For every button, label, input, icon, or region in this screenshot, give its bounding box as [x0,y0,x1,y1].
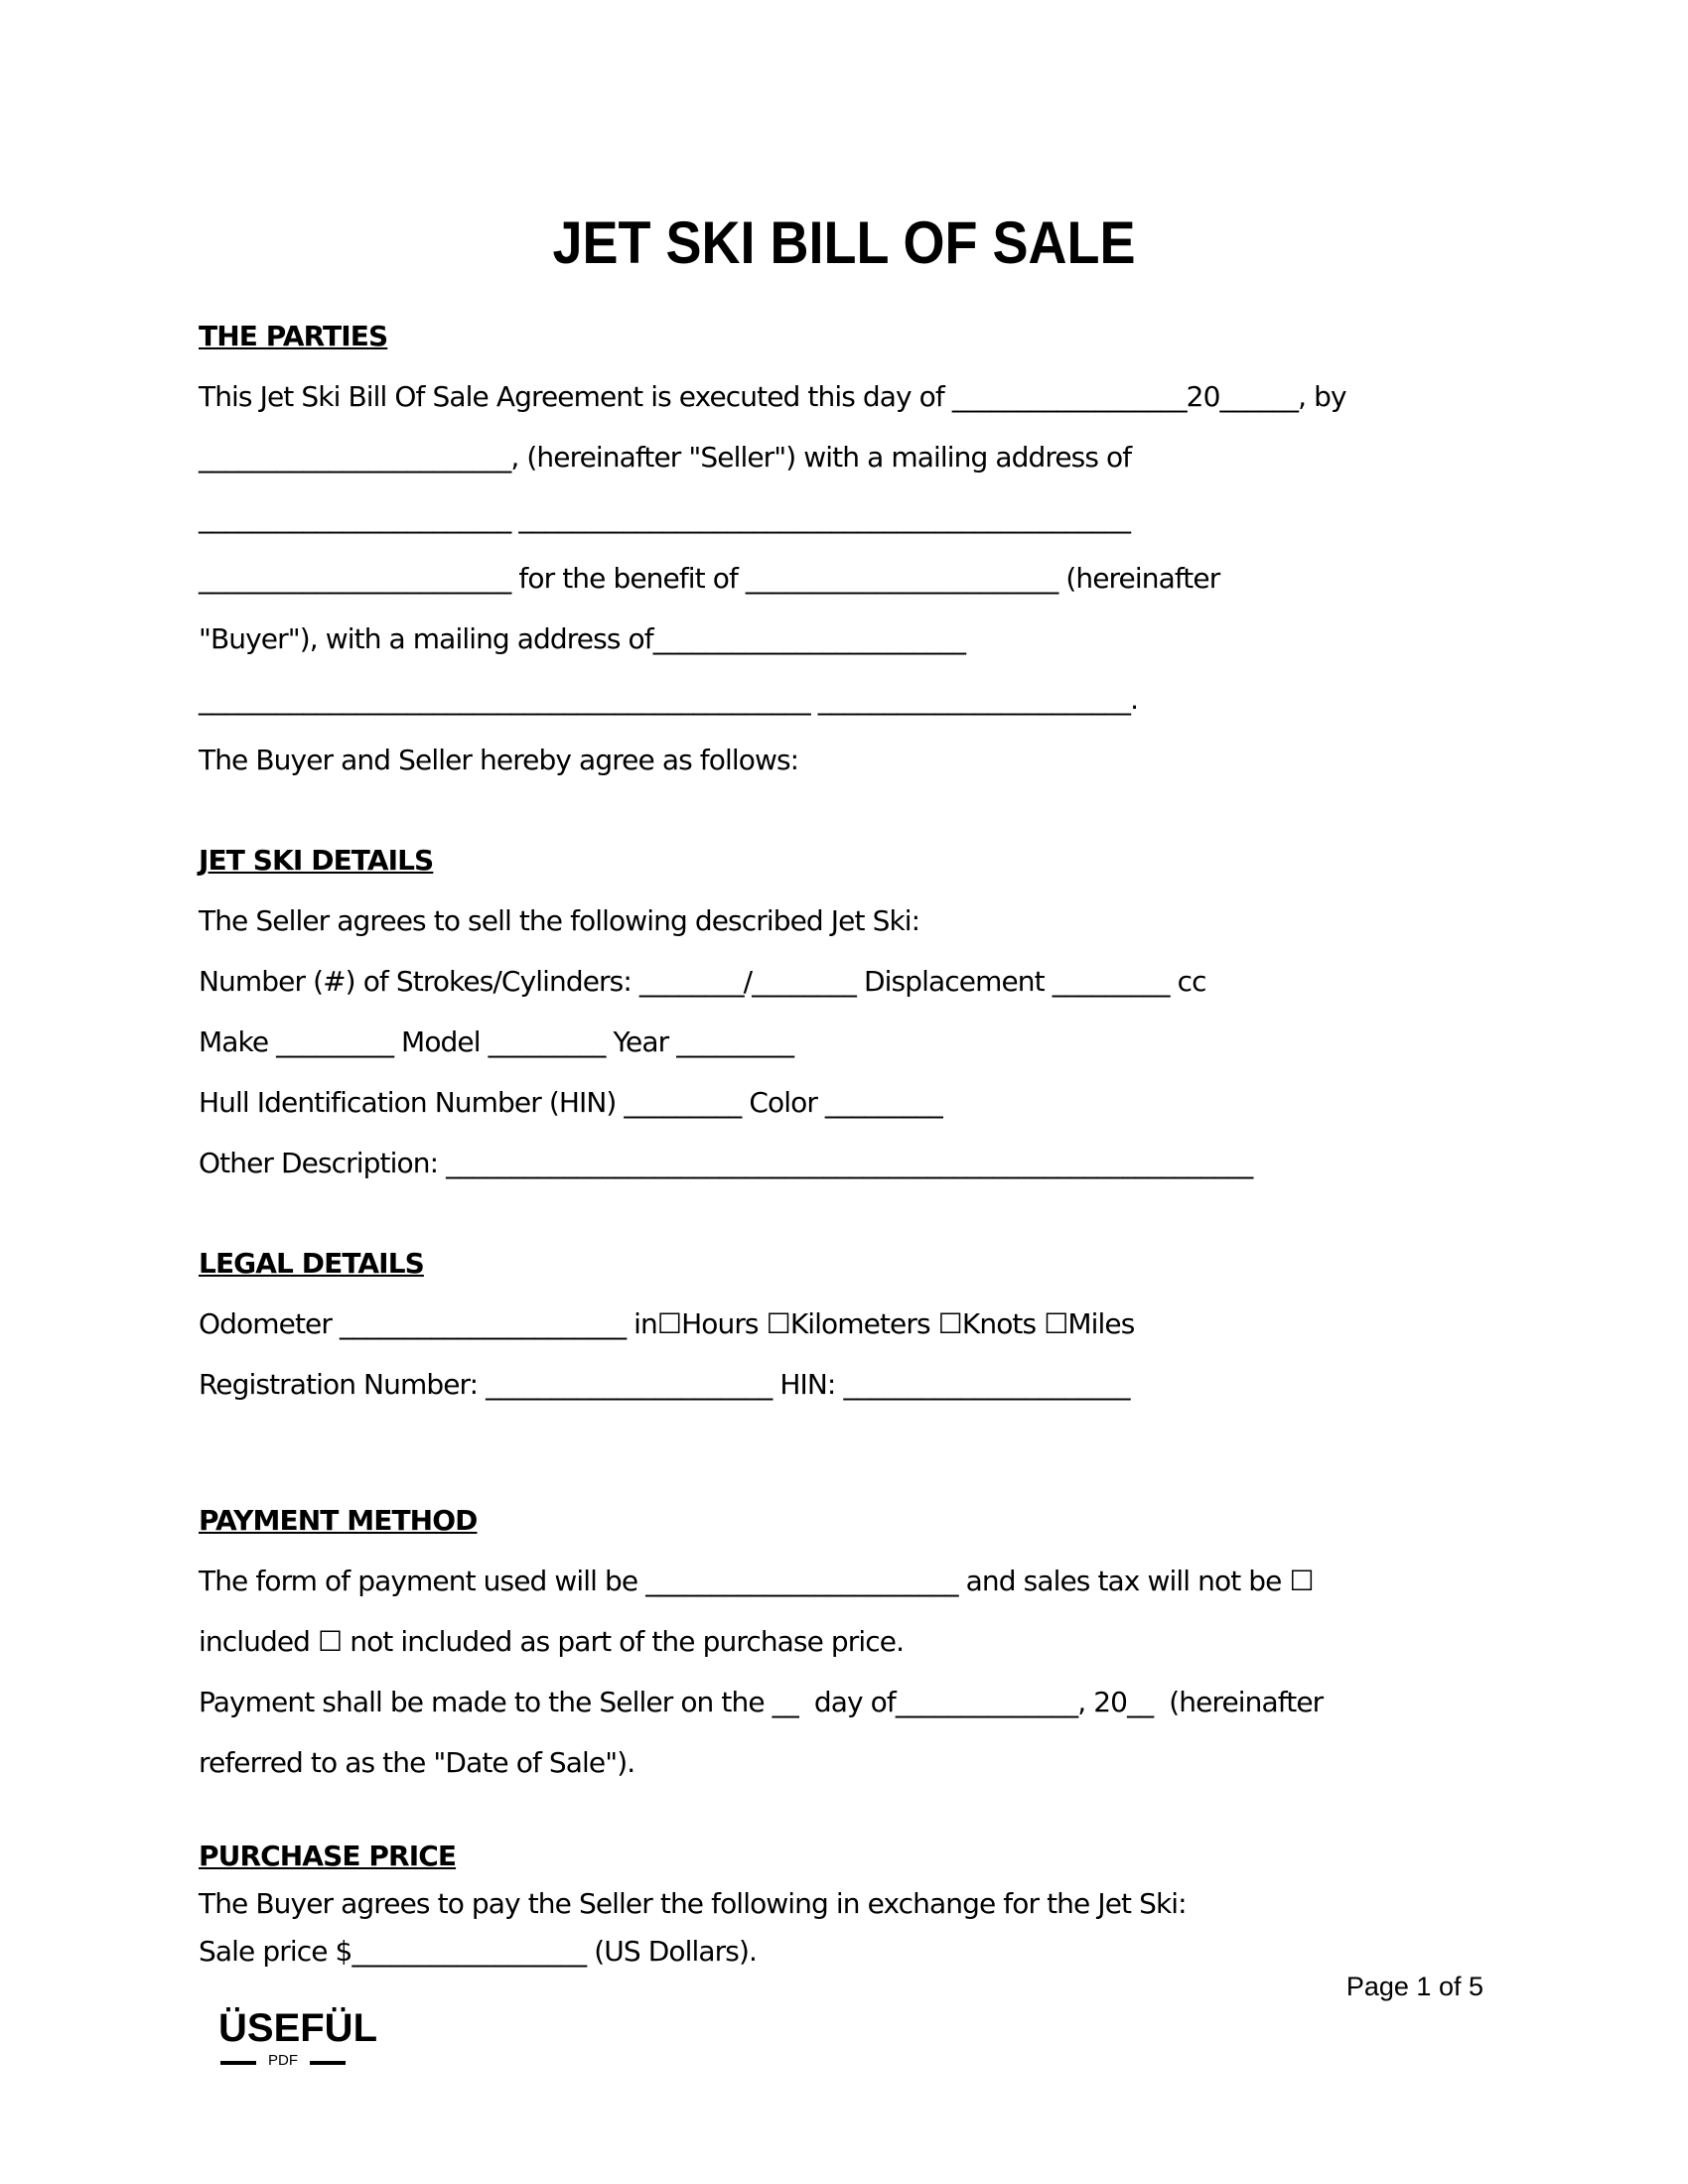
parties-line-4: ________________________ for the benefit of ________________________ (hereinafter [199,562,1220,595]
section-spacer [199,1793,1509,1833]
section-spacer [199,1415,1509,1454]
details-line-3: Make _________ Model _________ Year _________ [199,1025,794,1058]
parties-line-5: "Buyer"), with a mailing address of________________________ [199,622,966,655]
document-title: JET SKI BILL OF SALE [552,209,1136,276]
section-spacer [199,1454,1509,1490]
parties-line-7: The Buyer and Seller hereby agree as follows: [199,744,799,776]
details-line-4: Hull Identification Number (HIN) _________ Color _________ [199,1086,942,1119]
price-line-2: Sale price $__________________ (US Dollars). [199,1935,757,1968]
payment-line-2: included ☐ not included as part of the purchase price. [199,1625,905,1658]
payment-line-3: Payment shall be made to the Seller on the __ day of______________, 20__ (hereinafter [199,1686,1324,1718]
details-line-1: The Seller agrees to sell the following described Jet Ski: [199,904,920,937]
details-line-5: Other Description: ______________________________________________________________ [199,1147,1253,1179]
section-heading-purchase-price: PURCHASE PRICE [199,1840,457,1872]
payment-line-1: The form of payment used will be ________________________ and sales tax will not be ☐ [199,1565,1314,1597]
logo-subtext: PDF [268,2052,298,2069]
section-heading-jet-ski-details: JET SKI DETAILS [199,844,434,877]
logo-wordmark: ÜSEFÜL [218,2006,377,2050]
section-heading-parties: THE PARTIES [199,320,388,352]
price-line-1: The Buyer agrees to pay the Seller the following in exchange for the Jet Ski: [199,1887,1187,1920]
parties-line-1: This Jet Ski Bill Of Sale Agreement is executed this day of __________________20______, by [199,380,1346,413]
section-heading-legal-details: LEGAL DETAILS [199,1247,424,1280]
parties-line-3: ________________________ _______________________________________________ [199,501,1131,534]
details-line-2: Number (#) of Strokes/Cylinders: ________/________ Displacement _________ cc [199,965,1206,998]
section-heading-payment-method: PAYMENT METHOD [199,1504,478,1537]
parties-line-2: ________________________, (hereinafter "Seller") with a mailing address of [199,441,1132,474]
section-spacer [199,1193,1509,1233]
section-spacer [199,790,1509,830]
parties-line-6: _______________________________________________ ________________________. [199,683,1139,716]
legal-line-1: Odometer ______________________ in☐Hours ☐Kilometers ☐Knots ☐Miles [199,1307,1135,1340]
logo-bar-right [310,2061,346,2065]
page-number: Page 1 of 5 [1345,1972,1483,2001]
payment-line-4: referred to as the "Date of Sale"). [199,1746,635,1779]
legal-line-2: Registration Number: ______________________ HIN: ______________________ [199,1368,1130,1401]
document-body [199,306,1509,1976]
useful-pdf-logo [218,2005,377,2075]
